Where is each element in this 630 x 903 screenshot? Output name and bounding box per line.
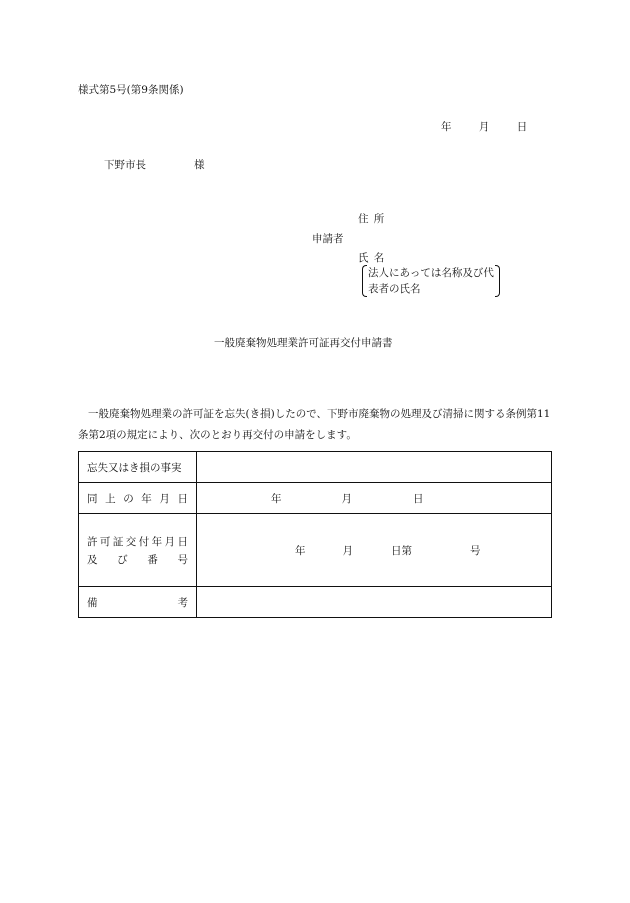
label-char: 及 (87, 553, 98, 566)
mayor-title: 下野市長 (104, 159, 146, 171)
label-same-date (79, 483, 197, 514)
same-date-year: 年 (271, 492, 282, 505)
honorific: 様 (194, 159, 205, 171)
label-loss-fact: 忘失又はき損の事実 (79, 452, 197, 483)
label-char: 日 (177, 535, 188, 548)
date-day: 日 (516, 121, 528, 133)
corporate-note-line1: 法人にあっては名称及び代 (368, 267, 494, 279)
field-same-date[interactable] (197, 483, 552, 514)
permit-number: 号 (470, 544, 481, 557)
label-char: 号 (177, 553, 188, 566)
field-permit-issue[interactable] (197, 514, 552, 587)
same-date-day: 日 (413, 492, 424, 505)
label-char: 交 (125, 535, 137, 548)
label-char: 備 (87, 596, 98, 609)
label-remarks (79, 587, 197, 618)
label-char: 月 (159, 492, 170, 505)
applicant-label: 申請者 (312, 233, 344, 245)
permit-day-no: 日第 (391, 544, 412, 557)
label-char: 証 (112, 535, 124, 548)
label-char: 年 (141, 492, 152, 505)
addressee (104, 157, 205, 172)
permit-month: 月 (342, 544, 353, 557)
name-label: 氏名 (358, 252, 390, 264)
date-month: 月 (478, 121, 490, 133)
table-row-permit-issue (79, 514, 552, 587)
corporate-note-line2: 表者の氏名 (368, 283, 421, 295)
label-char: 同 (87, 492, 98, 505)
label-permit-issue (79, 514, 197, 587)
table-row-same-date (79, 483, 552, 514)
permit-year: 年 (295, 544, 306, 557)
body-text: 一般廃棄物処理業の許可証を忘失(き損)したので、下野市廃棄物の処理及び清掃に関する条例第11条第2項の規定により、次のとおり再交付の申請をします。 (78, 408, 551, 441)
date-year: 年 (441, 121, 452, 133)
label-char: 可 (99, 535, 111, 548)
label-char: 年 (151, 535, 163, 548)
label-char: び (117, 553, 128, 566)
label-char: 上 (105, 492, 116, 505)
label-char: 考 (177, 596, 188, 609)
label-char: 付 (138, 535, 150, 548)
document-title: 一般廃棄物処理業許可証再交付申請書 (214, 337, 393, 349)
label-char: 月 (164, 535, 176, 548)
table-row-remarks (79, 587, 552, 618)
label-char: 番 (147, 553, 158, 566)
address-label: 住所 (358, 213, 390, 225)
corporate-note (362, 264, 500, 298)
application-date (441, 119, 527, 134)
label-char: 許 (87, 535, 98, 548)
label-char: の (123, 492, 134, 505)
form-number: 様式第5号(第9条関係) (78, 84, 184, 96)
field-loss-fact[interactable] (197, 452, 552, 483)
same-date-month: 月 (341, 492, 352, 505)
field-remarks[interactable] (197, 587, 552, 618)
table-row-loss-fact (79, 452, 552, 483)
label-char: 日 (177, 492, 188, 505)
form-table (78, 451, 552, 618)
